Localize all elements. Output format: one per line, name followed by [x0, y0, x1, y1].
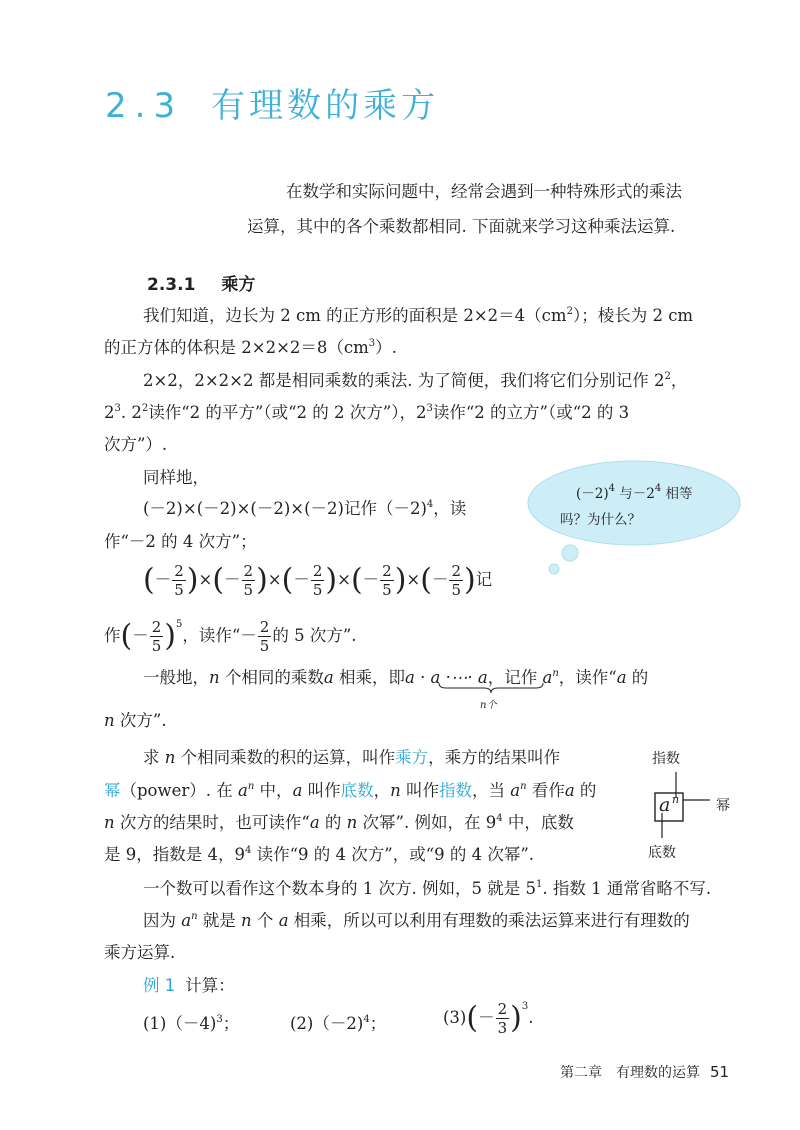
footer-chapter: 第二章 有理数的运算 [560, 1065, 700, 1081]
paren: ( [281, 562, 294, 598]
superscript: 3 [114, 403, 121, 414]
text: 因为 [143, 911, 182, 930]
paren: ) [510, 1000, 522, 1036]
var-a: a [542, 668, 553, 687]
fraction-power-line [104, 618, 357, 655]
text: ）；棱长为 2 cm [572, 306, 694, 325]
superscript: 4 [426, 499, 434, 510]
paren: ) [394, 562, 407, 598]
text: ，读作“ [558, 668, 617, 687]
superscript: 3 [426, 403, 433, 414]
page-number: 51 [710, 1063, 730, 1081]
term-power: 幂 [104, 781, 121, 800]
var-a: a [510, 781, 521, 800]
para7-line1 [143, 909, 690, 933]
text: (1)（－4) [143, 1014, 217, 1033]
var-n: n [164, 748, 176, 767]
diagram-exponent: n [672, 793, 680, 806]
text: 求 [143, 748, 165, 767]
para2-line3: 次方”）. [104, 435, 168, 454]
text: 叫作 [302, 781, 341, 800]
paren: ) [256, 562, 268, 598]
paren: ( [466, 1000, 479, 1036]
var-n: n [520, 781, 527, 792]
text: ，记作 [487, 668, 543, 687]
text: . 指数 1 通常省略不写. [542, 879, 712, 898]
var-n: n [241, 911, 252, 930]
text: 的 [319, 813, 347, 832]
superscript: 4 [654, 483, 662, 494]
para3-line2 [143, 497, 466, 521]
para6 [143, 877, 711, 901]
text: (－2)×(－2)×(－2)×(－2)记作（－2) [143, 499, 427, 518]
para2-line2 [104, 401, 629, 425]
para1-line2 [104, 336, 397, 360]
fraction [496, 1000, 510, 1037]
fraction-product-line [143, 562, 492, 599]
diagram-label-power: 幂 [716, 798, 730, 814]
text: 的 [574, 781, 597, 800]
power-diagram-lines [640, 768, 720, 840]
text: － [293, 570, 310, 589]
paren: ) [464, 562, 476, 598]
para5-line1 [143, 746, 560, 770]
superscript: 4 [363, 1014, 370, 1025]
fraction [449, 562, 463, 599]
superscript: 4 [496, 813, 503, 824]
paren: ) [186, 562, 199, 598]
term-base: 底数 [340, 781, 374, 800]
term-power-operation: 乘方 [395, 748, 429, 767]
numerator: 2 [174, 562, 184, 580]
text: （power）. 在 [120, 781, 239, 800]
text: 的 [626, 668, 649, 687]
brace-label: n个 [480, 700, 497, 711]
diagram-label-exponent: 指数 [652, 751, 680, 767]
example-heading [143, 974, 235, 998]
text: (3) [443, 1008, 467, 1027]
text: 叫作 [400, 781, 440, 800]
text: － [478, 1008, 495, 1027]
para2-line1 [143, 369, 687, 393]
paren: ) [164, 618, 176, 654]
para5-line4 [104, 843, 534, 867]
numerator: 2 [312, 562, 323, 580]
para4-line1 [143, 666, 648, 690]
text: × [337, 570, 351, 589]
para7-line2: 乘方运算. [104, 943, 176, 962]
page-footer [560, 1062, 729, 1082]
text: (2)（－2) [290, 1014, 364, 1033]
diagram-label-base: 底数 [648, 845, 676, 861]
superscript: 3 [216, 1014, 223, 1025]
example-label: 例 1 [143, 976, 176, 995]
numerator: 2 [451, 562, 462, 580]
subsection-number: 2.3.1 [147, 275, 196, 295]
fraction [380, 562, 394, 599]
fraction [150, 618, 164, 655]
var-n: n [209, 668, 220, 687]
subsection-heading [147, 270, 255, 295]
text: ， [373, 781, 391, 800]
text: ，当 [472, 781, 511, 800]
denominator: 5 [382, 581, 392, 599]
text: － [154, 570, 172, 589]
subsection-title: 乘方 [221, 275, 256, 295]
text: 2×2，2×2×2 都是相同乘数的乘法. 为了简便，我们将它们分别记作 2 [143, 371, 665, 390]
superscript: 1 [535, 879, 543, 890]
var-n: n [390, 781, 401, 800]
bubble-line-1 [576, 482, 693, 506]
text: 一个数可以看作这个数本身的 1 次方. 例如，5 就是 5 [143, 879, 536, 898]
var-a: a [323, 668, 334, 687]
text: 个相同的乘数 [219, 668, 324, 687]
paren: ( [120, 618, 133, 654]
text: ）. [375, 338, 397, 357]
section-title-text: 有理数的乘方 [211, 86, 440, 126]
fraction [258, 618, 272, 655]
var-a: a [181, 911, 192, 930]
text: × [406, 570, 421, 589]
text: 读作“9 的 4 次方”，或“9 的 4 次幂”. [251, 845, 535, 864]
para1-line1 [143, 304, 693, 328]
superscript: 2 [664, 371, 671, 382]
denominator: 5 [243, 581, 254, 599]
text: 次方”. [114, 711, 167, 730]
superscript: 5 [175, 619, 183, 630]
text: 个 [251, 911, 279, 930]
var-a: a [278, 911, 289, 930]
text: － [431, 570, 449, 589]
superscript: 2 [141, 403, 149, 414]
paren: ( [350, 562, 363, 598]
example-text: 计算： [185, 976, 235, 995]
example-item-1 [143, 1012, 239, 1036]
text: 相乘，即 [333, 668, 405, 687]
text: 一般地， [143, 668, 209, 687]
text: 读作“2 的平方”（或“2 的 2 次方”），2 [148, 403, 427, 422]
numerator: 2 [243, 562, 254, 580]
text: × [198, 570, 213, 589]
section-number: 2.3 [105, 86, 184, 126]
product-expression: a · a ·⋯· a [404, 668, 488, 687]
var-a: a [309, 813, 320, 832]
intro-line-2: 运算，其中的各个乘数都相同. 下面就来学习这种乘法运算. [247, 217, 676, 236]
paren: ) [325, 562, 338, 598]
text: 就是 [197, 911, 242, 930]
superscript: 4 [244, 845, 252, 856]
var-n: n [104, 813, 115, 832]
chapter-section-title [105, 78, 439, 127]
denominator: 5 [259, 637, 270, 655]
fraction [172, 562, 186, 599]
text: 中， [254, 781, 293, 800]
text: 看作 [526, 781, 565, 800]
var-n: n [247, 781, 255, 792]
text: ，读作“－ [182, 626, 257, 645]
text: 与－2 [615, 486, 655, 502]
denominator: 5 [451, 581, 462, 599]
text: － [132, 626, 149, 645]
text: 2 [104, 403, 115, 422]
text: ， [670, 371, 688, 390]
text: 个相同乘数的积的运算，叫作 [175, 748, 396, 767]
var-n: n [346, 813, 358, 832]
var-n: n [104, 711, 115, 730]
text: 相乘，所以可以利用有理数的乘法运算来进行有理数的 [288, 911, 690, 930]
text: 次方的结果时，也可读作“ [114, 813, 310, 832]
text: 是 9，指数是 4，9 [104, 845, 245, 864]
para3-line1: 同样地， [143, 468, 209, 487]
denominator: 5 [312, 581, 323, 599]
text: 的正方体的体积是 2×2×2＝8（cm [104, 338, 369, 357]
text: 读作“2 的立方”（或“2 的 3 [432, 403, 630, 422]
text: ，读 [433, 499, 467, 518]
text: 中，底数 [502, 813, 574, 832]
var-n: n [191, 911, 198, 922]
bubble-line-2: 吗？为什么？ [560, 512, 641, 528]
text: . [528, 1008, 534, 1027]
superscript: 2 [566, 306, 573, 317]
text: 作 [104, 626, 121, 645]
para4-line2 [104, 709, 167, 733]
example-item-3 [443, 1000, 533, 1037]
text: 次幂”. 例如，在 9 [357, 813, 497, 832]
var-a: a [238, 781, 248, 800]
paren: ( [143, 562, 155, 598]
example-item-2 [290, 1012, 386, 1036]
numerator: 2 [151, 618, 162, 636]
superscript: 4 [608, 483, 615, 494]
text: . 2 [120, 403, 142, 422]
term-exponent: 指数 [439, 781, 473, 800]
text: × [267, 570, 282, 589]
text: 的 5 次方”. [272, 626, 357, 645]
paren: ( [420, 562, 432, 598]
para5-line2 [104, 779, 596, 803]
para5-line3 [104, 811, 574, 835]
fraction [311, 562, 325, 599]
underbrace [438, 682, 544, 694]
superscript: 3 [368, 338, 376, 349]
var-a: a [616, 668, 627, 687]
text: － [362, 570, 380, 589]
text: (－2) [576, 486, 609, 502]
paren: ( [212, 562, 225, 598]
var-n: n [552, 668, 559, 679]
diagram-base: a [659, 794, 671, 816]
text: － [224, 570, 241, 589]
denominator: 3 [497, 1019, 508, 1037]
numerator: 2 [497, 1000, 508, 1018]
para3-line3: 作“－2 的 4 次方”； [104, 532, 257, 551]
var-a: a [292, 781, 303, 800]
fraction [242, 562, 256, 599]
text: 相等 [661, 486, 693, 502]
superscript: 3 [521, 1001, 529, 1012]
numerator: 2 [259, 618, 270, 636]
denominator: 5 [151, 637, 162, 655]
intro-line-1: 在数学和实际问题中，经常会遇到一种特殊形式的乘法 [286, 182, 682, 201]
denominator: 5 [174, 581, 184, 599]
text: 记 [475, 570, 493, 589]
text: ，乘方的结果叫作 [428, 748, 561, 767]
text: 我们知道，边长为 2 cm 的正方形的面积是 2×2＝4（cm [143, 306, 567, 325]
var-a: a [564, 781, 575, 800]
text: ； [369, 1014, 387, 1033]
numerator: 2 [382, 562, 392, 580]
text: ； [222, 1014, 240, 1033]
